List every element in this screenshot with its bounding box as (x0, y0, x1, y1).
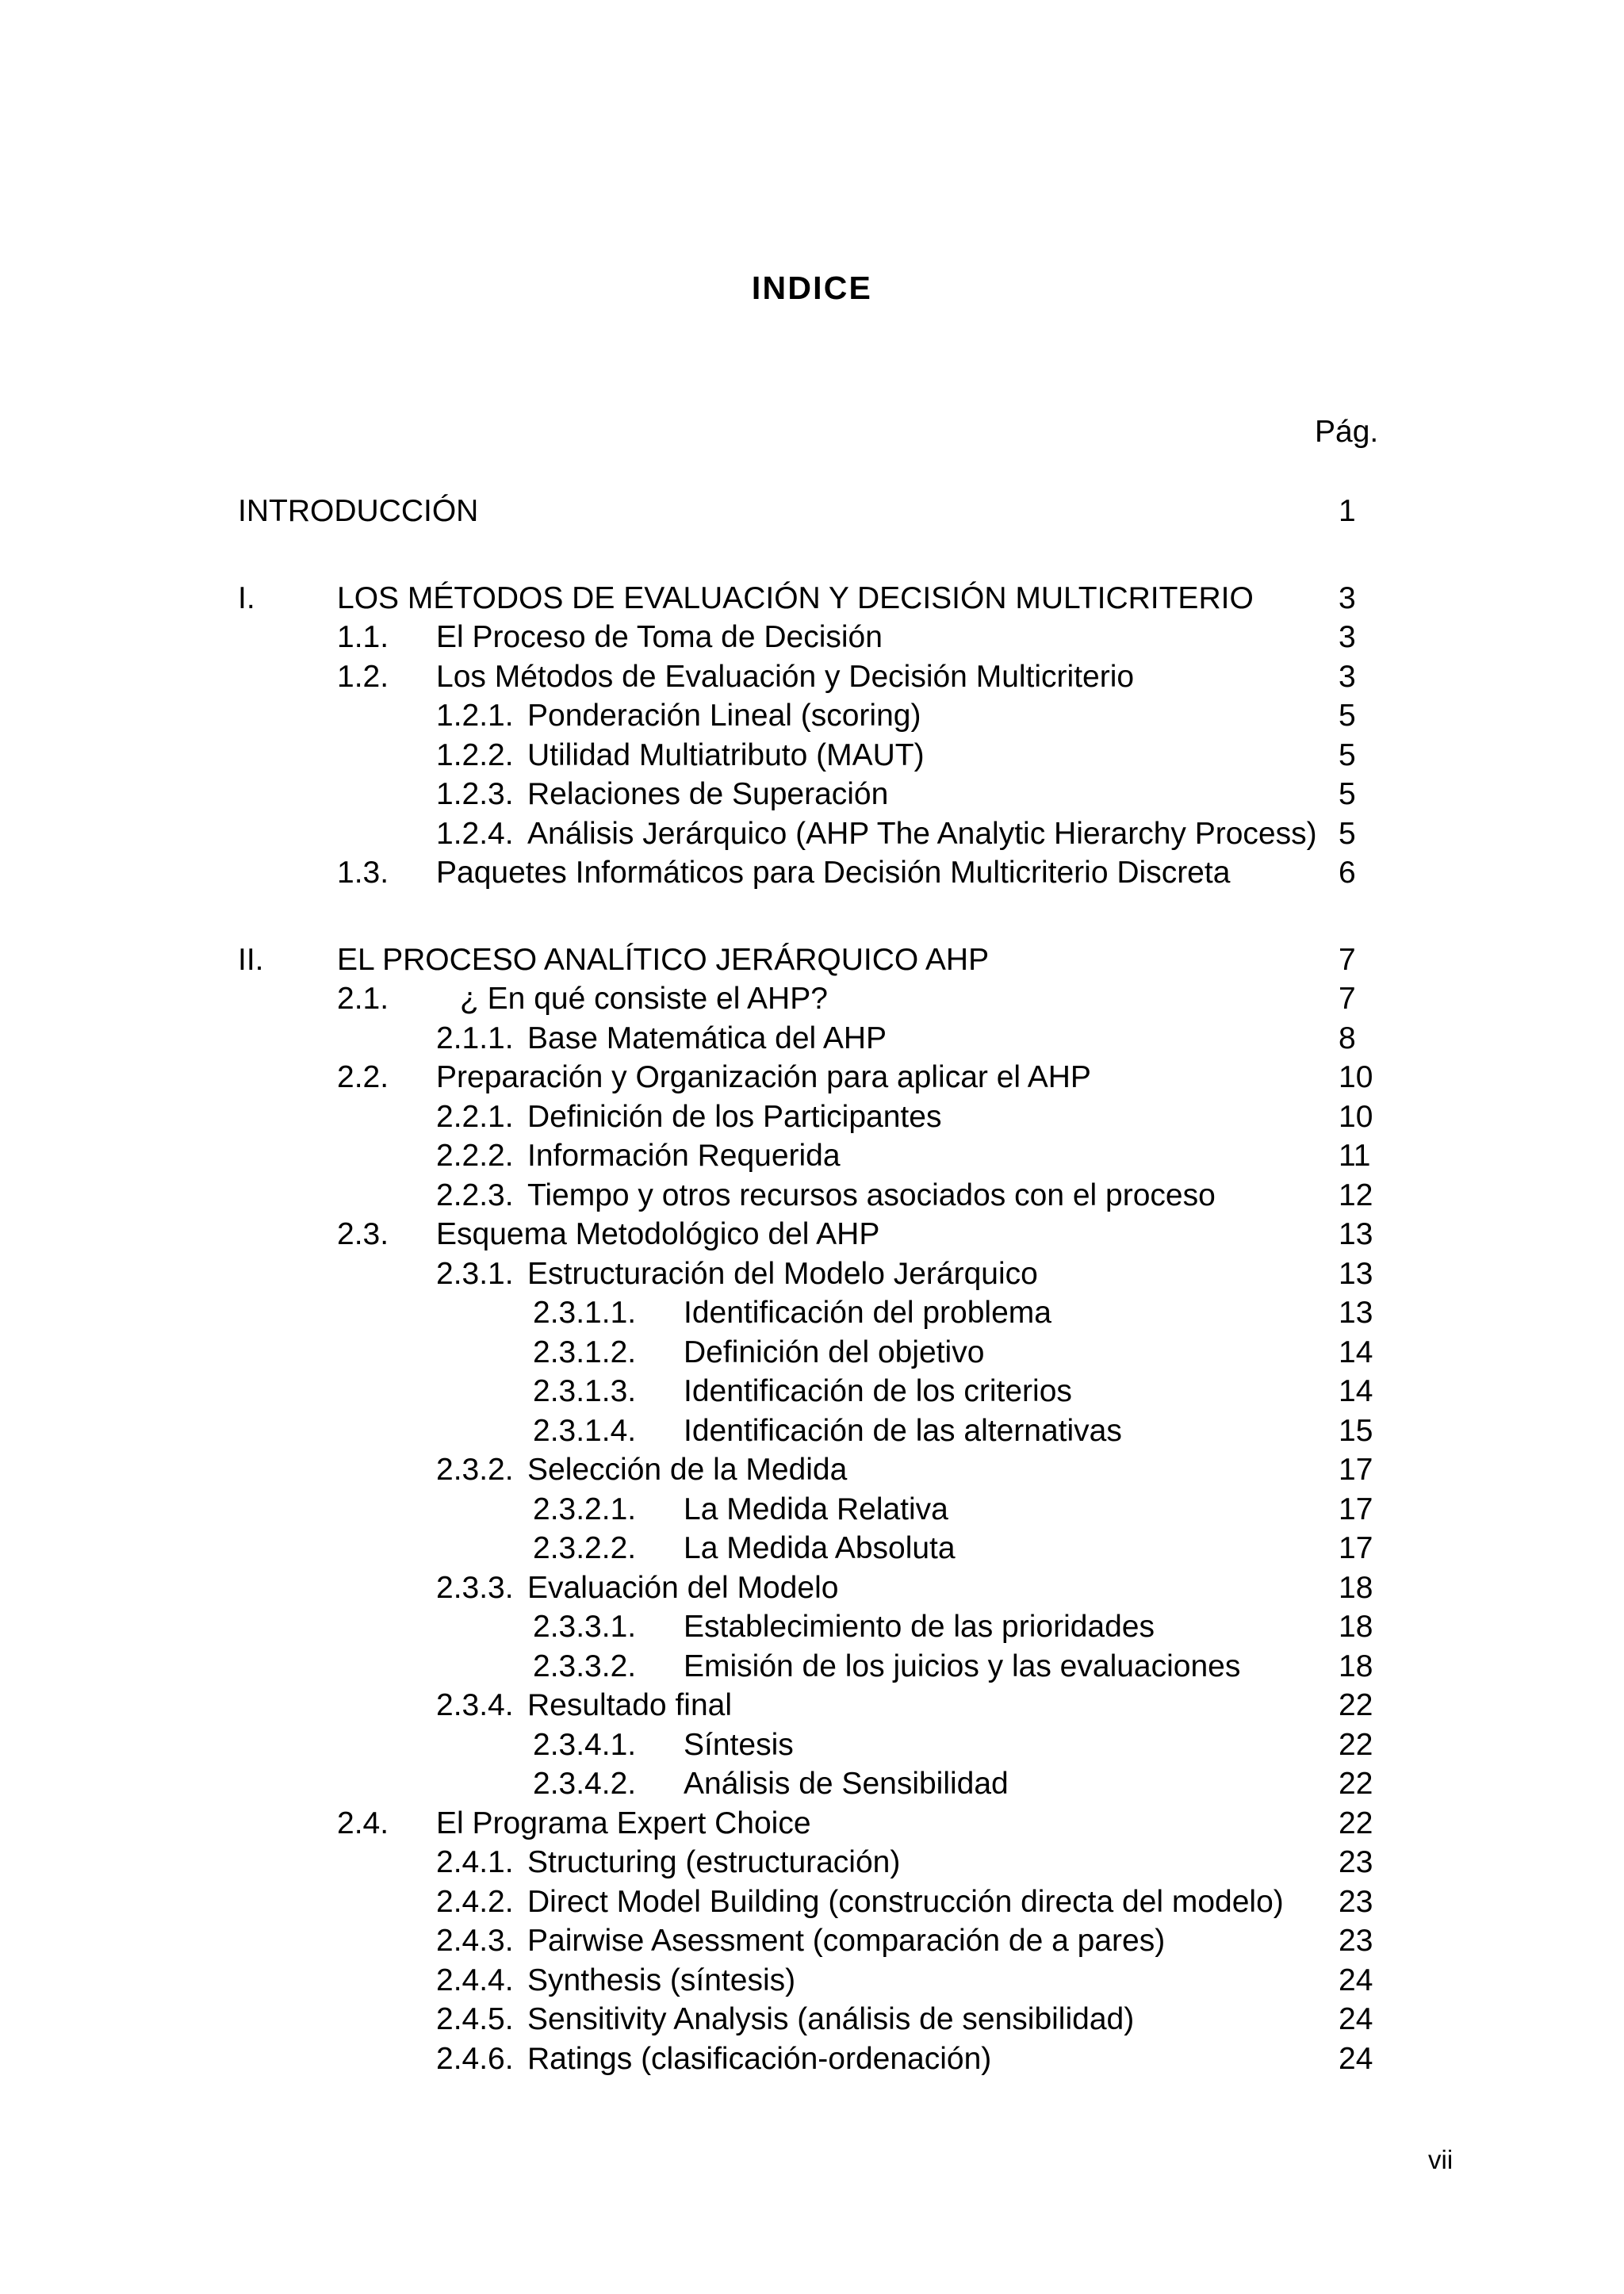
toc-entry[interactable] (0, 736, 1624, 776)
toc-entry-label: Definición del objetivo (684, 1335, 985, 1369)
page-title: INDICE (751, 270, 873, 306)
toc-entry-label: Relaciones de Superación (527, 777, 889, 811)
toc-entry-number: 1.2. (337, 659, 389, 694)
toc-entry-page-number: 22 (1339, 1806, 1373, 1840)
toc-entry-label: Resultado final (527, 1688, 732, 1722)
toc-entry[interactable] (0, 1961, 1624, 2001)
toc-entry[interactable] (0, 1529, 1624, 1568)
toc-entry-number: 2.3.4. (436, 1688, 514, 1722)
toc-entry-number: 2.1. (337, 982, 389, 1016)
toc-entry-page-number: 24 (1339, 2041, 1373, 2076)
toc-entry-label: Ratings (clasificación-ordenación) (527, 2041, 992, 2076)
toc-entry-label: Synthesis (síntesis) (527, 1963, 796, 1997)
toc-entry-number: 1.3. (337, 856, 389, 890)
toc-entry-page-number: 17 (1339, 1531, 1373, 1565)
toc-entry-page-number: 5 (1339, 699, 1356, 733)
toc-entry-label: Base Matemática del AHP (527, 1021, 887, 1055)
toc-entry-page-number: 22 (1339, 1727, 1373, 1762)
toc-entry-page-number: 6 (1339, 856, 1356, 890)
toc-entry[interactable] (0, 1647, 1624, 1687)
toc-entry-label: ¿ En qué consiste el AHP? (460, 982, 828, 1016)
toc-entry-page-number: 24 (1339, 1963, 1373, 1997)
toc-entry[interactable] (0, 1725, 1624, 1765)
toc-entry-number: 2.2.3. (436, 1178, 514, 1212)
toc-entry-number: 2.4.6. (436, 2041, 514, 2076)
toc-entry-page-number: 5 (1339, 777, 1356, 811)
toc-entry-number: 2.3.2.2. (533, 1531, 637, 1565)
toc-entry-label: Identificación de los criterios (684, 1374, 1072, 1408)
toc-entry-label: Síntesis (684, 1727, 794, 1762)
toc-entry-page-number: 8 (1339, 1021, 1356, 1055)
toc-entry-label: Análisis de Sensibilidad (684, 1767, 1009, 1801)
toc-entry-page-number: 13 (1339, 1296, 1373, 1330)
toc-entry-number: 2.3.3.2. (533, 1649, 637, 1683)
toc-entry[interactable] (0, 979, 1624, 1019)
toc-entry[interactable] (0, 814, 1624, 854)
toc-entry[interactable] (0, 1293, 1624, 1333)
toc-entry-number: 2.3.1.2. (533, 1335, 637, 1369)
toc-entry-page-number: 10 (1339, 1099, 1373, 1134)
toc-entry[interactable] (0, 1136, 1624, 1176)
toc-entry[interactable] (0, 579, 1624, 618)
toc-entry-label: Sensitivity Analysis (análisis de sensibilidad) (527, 2002, 1135, 2036)
toc-entry-label: Structuring (estructuración) (527, 1845, 901, 1879)
toc-entry-label: Esquema Metodológico del AHP (436, 1217, 880, 1251)
toc-entry-page-number: 23 (1339, 1924, 1373, 1958)
toc-entry[interactable] (0, 2039, 1624, 2079)
toc-entry-page-number: 10 (1339, 1060, 1373, 1094)
toc-entry-label: Los Métodos de Evaluación y Decisión Multicriterio (436, 659, 1135, 694)
toc-entry[interactable] (0, 1019, 1624, 1059)
toc-entry-label: Selección de la Medida (527, 1453, 848, 1487)
toc-entry-label: Paquetes Informáticos para Decisión Multicriterio Discreta (436, 856, 1231, 890)
toc-entry-number: 1.2.4. (436, 816, 514, 851)
toc-entry[interactable] (0, 1333, 1624, 1373)
toc-entry-page-number: 3 (1339, 659, 1356, 694)
toc-entry-number: 2.4.2. (436, 1884, 514, 1919)
toc-entry-label: Tiempo y otros recursos asociados con el proceso (527, 1178, 1216, 1212)
toc-entry[interactable] (0, 1490, 1624, 1530)
toc-entry-number: 2.3.3. (436, 1570, 514, 1605)
toc-entry-label: LOS MÉTODOS DE EVALUACIÓN Y DECISIÓN MULTICRITERIO (337, 580, 1254, 615)
toc-entry-page-number: 17 (1339, 1492, 1373, 1526)
toc-entry-label: Pairwise Asessment (comparación de a pares) (527, 1924, 1166, 1958)
toc-entry-number: 1.2.3. (436, 777, 514, 811)
toc-entry-page-number: 14 (1339, 1374, 1373, 1408)
toc-entry-label: Emisión de los juicios y las evaluaciones (684, 1649, 1241, 1683)
toc-entry-page-number: 18 (1339, 1570, 1373, 1605)
toc-entry[interactable] (0, 1686, 1624, 1725)
toc-entry[interactable] (0, 1450, 1624, 1490)
toc-entry-page-number: 14 (1339, 1335, 1373, 1369)
toc-entry-number: 2.2.1. (436, 1099, 514, 1134)
toc-entry[interactable] (0, 775, 1624, 814)
toc-entry[interactable] (0, 1176, 1624, 1216)
toc-entry-number: 2.3.3.1. (533, 1610, 637, 1644)
toc-entry-label: Identificación del problema (684, 1296, 1051, 1330)
toc-entry[interactable] (0, 1607, 1624, 1647)
toc-entry-number: 1.2.2. (436, 737, 514, 772)
toc-entry-label: Preparación y Organización para aplicar el AHP (436, 1060, 1091, 1094)
toc-entry[interactable] (0, 1764, 1624, 1804)
toc-entry-label: Direct Model Building (construcción directa del modelo) (527, 1884, 1284, 1919)
toc-entry-label: Utilidad Multiatributo (MAUT) (527, 737, 925, 772)
toc-entry[interactable] (0, 618, 1624, 657)
toc-entry-page-number: 13 (1339, 1217, 1373, 1251)
toc-entry[interactable] (0, 940, 1624, 980)
toc-entry-number: 2.4.1. (436, 1845, 514, 1879)
toc-entry-label: La Medida Relativa (684, 1492, 948, 1526)
toc-entry-number: 2.4. (337, 1806, 389, 1840)
toc-entry-page-number: 1 (1339, 494, 1356, 528)
toc-entry-page-number: 18 (1339, 1649, 1373, 1683)
toc-entry-label: Análisis Jerárquico (AHP The Analytic Hierarchy Process) (527, 816, 1317, 851)
toc-entry-number: 2.3.1.3. (533, 1374, 637, 1408)
toc-entry-label: Información Requerida (527, 1139, 841, 1173)
toc-entry-number: 1.1. (337, 620, 389, 654)
toc-entry-page-number: 13 (1339, 1256, 1373, 1291)
toc-entry-label: Establecimiento de las prioridades (684, 1610, 1155, 1644)
toc-entry-page-number: 24 (1339, 2002, 1373, 2036)
toc-entry-page-number: 22 (1339, 1688, 1373, 1722)
toc-entry-label: Evaluación del Modelo (527, 1570, 839, 1605)
toc-entry[interactable] (0, 1254, 1624, 1294)
toc-entry-page-number: 3 (1339, 580, 1356, 615)
toc-entry[interactable] (0, 1804, 1624, 1844)
toc-entry-number: 2.3. (337, 1217, 389, 1251)
toc-entry[interactable] (0, 1843, 1624, 1882)
toc-entry-number: 2.2.2. (436, 1139, 514, 1173)
toc-entry-number: 2.3.4.1. (533, 1727, 637, 1762)
toc-entry-number: 2.4.5. (436, 2002, 514, 2036)
toc-entry-page-number: 23 (1339, 1884, 1373, 1919)
table-of-contents (0, 492, 1624, 2078)
toc-entry-page-number: 12 (1339, 1178, 1373, 1212)
toc-entry-label: Estructuración del Modelo Jerárquico (527, 1256, 1038, 1291)
toc-entry-page-number: 15 (1339, 1413, 1373, 1448)
toc-entry-number: 2.4.4. (436, 1963, 514, 1997)
toc-entry-page-number: 3 (1339, 620, 1356, 654)
toc-entry-number: 2.3.1.4. (533, 1413, 637, 1448)
toc-entry[interactable] (0, 2000, 1624, 2039)
toc-entry-page-number: 5 (1339, 816, 1356, 851)
toc-entry[interactable] (0, 1411, 1624, 1451)
toc-entry-number: II. (238, 942, 264, 977)
toc-entry-number: 2.3.4.2. (533, 1767, 637, 1801)
toc-entry-page-number: 23 (1339, 1845, 1373, 1879)
toc-entry-number: 2.4.3. (436, 1924, 514, 1958)
toc-entry[interactable] (0, 1097, 1624, 1137)
toc-entry-number: 2.3.1. (436, 1256, 514, 1291)
page-folio: vii (1428, 2145, 1454, 2174)
toc-entry-number: 2.3.1.1. (533, 1296, 637, 1330)
toc-entry-number: 2.3.2.1. (533, 1492, 637, 1526)
toc-entry-label: Identificación de las alternativas (684, 1413, 1122, 1448)
toc-entry-label: El Programa Expert Choice (436, 1806, 811, 1840)
toc-entry-number: 1.2.1. (436, 699, 514, 733)
toc-entry-page-number: 17 (1339, 1453, 1373, 1487)
toc-entry-label: INTRODUCCIÓN (238, 494, 479, 528)
page-column-header: Pág. (1315, 415, 1379, 449)
toc-entry-number: 2.2. (337, 1060, 389, 1094)
toc-entry-label: El Proceso de Toma de Decisión (436, 620, 883, 654)
toc-entry[interactable] (0, 1372, 1624, 1411)
toc-entry-page-number: 22 (1339, 1767, 1373, 1801)
toc-entry-number: 2.1.1. (436, 1021, 514, 1055)
toc-entry[interactable] (0, 492, 1624, 531)
toc-entry[interactable] (0, 1568, 1624, 1608)
toc-entry-label: Definición de los Participantes (527, 1099, 942, 1134)
toc-entry-label: La Medida Absoluta (684, 1531, 956, 1565)
toc-entry-page-number: 18 (1339, 1610, 1373, 1644)
toc-entry[interactable] (0, 1882, 1624, 1922)
toc-entry-page-number: 7 (1339, 982, 1356, 1016)
toc-entry-number: 2.3.2. (436, 1453, 514, 1487)
toc-entry-number: I. (238, 580, 255, 615)
toc-entry-label: Ponderación Lineal (scoring) (527, 699, 921, 733)
toc-entry[interactable] (0, 657, 1624, 697)
toc-entry[interactable] (0, 1215, 1624, 1254)
toc-entry-page-number: 5 (1339, 737, 1356, 772)
toc-entry-page-number: 11 (1339, 1139, 1371, 1173)
toc-entry-page-number: 7 (1339, 942, 1356, 977)
toc-entry[interactable] (0, 1058, 1624, 1097)
toc-entry-label: EL PROCESO ANALÍTICO JERÁRQUICO AHP (337, 942, 990, 977)
toc-entry[interactable] (0, 696, 1624, 736)
toc-entry[interactable] (0, 1921, 1624, 1961)
toc-entry[interactable] (0, 853, 1624, 893)
